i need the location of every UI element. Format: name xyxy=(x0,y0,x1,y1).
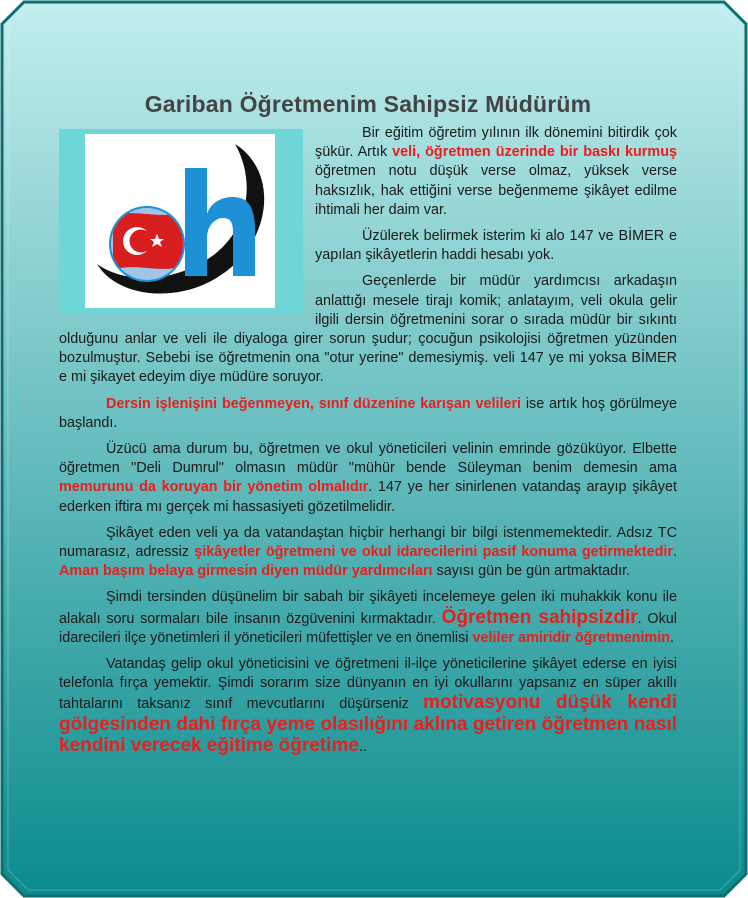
p4-highlight: Dersin işlenişini beğenmeyen, sınıf düzenine karışan velileri xyxy=(106,395,522,412)
p4-text: ise artık hoş görülmeye başlandı. xyxy=(59,395,677,431)
p8-highlight-big: motivasyonu düşük kendi gölgesinden dahi fırça yeme olasılığını aklına getiren öğretmen nasıl kendini verecek eğitime öğretime xyxy=(59,692,677,756)
paragraph-4 xyxy=(59,395,677,433)
p1-text: Bir eğitim öğretim yılının ilk dönemini bitirdik çok şükür. Artık xyxy=(315,125,677,161)
p6-text-end: sayısı gün be gün artmaktadır. xyxy=(432,563,631,580)
p8-text: Vatandaş gelip okul yöneticisini ve öğretmeni il-ilçe yöneticilerine şikâyet ederse en iyisi telefonla fırça yemektir. Şimdi sorarım size dünyanın en iyi okullarını yapsanız en süper akıllı tahtalarını taksanız sınıf mevcutlarını düşürseniz xyxy=(59,656,677,713)
paragraph-6 xyxy=(59,524,677,582)
logo-frame xyxy=(59,129,303,313)
p7-highlight-big: Öğretmen sahipsizdir xyxy=(441,606,638,628)
p5-text-end: . 147 ye her sinirlenen vatandaş arayıp şikâyet ederken iftira mı gerçek mi hassasiyeti gözetilmelidir. xyxy=(59,479,677,515)
p7-highlight: veliler amiridir öğretmenimin xyxy=(472,629,671,646)
p8-text-end: .. xyxy=(358,738,367,755)
paragraph-5 xyxy=(59,440,677,517)
p5-highlight: memurunu da koruyan bir yönetim olmalıdır xyxy=(59,479,369,496)
article-title: Gariban Öğretmenim Sahipsiz Müdürüm xyxy=(144,91,592,117)
dh-logo-icon xyxy=(85,134,275,308)
p6-text: Şikâyet eden veli ya da vatandaştan hiçbir herhangi bir bilgi istenmemektedir. Adsız TC numarasız, adressiz xyxy=(59,524,677,561)
paragraph-3: Geçenlerde bir müdür yardımcısı arkadaşın anlattığı mesele tirajı komik; anlatayım, veli okula gelir ilgili dersin öğretmenini sorar o sırada müdür bir sıkıntı olduğunu anlar ve veli ile diyaloga girer sorun şudur; çocuğun psikolojisi öğretmen yüzünden bozulmuştur. Sebebi ise öğretmenin ona "otur yerine" demesiymiş. veli 147 ye mi yoksa BİMER e mi şikayet edeyim diye müdüre soruyor. xyxy=(59,273,677,386)
logo-panel xyxy=(85,134,275,308)
p1-text-end: öğretmen notu düşük verse olmaz, yüksek verse haksızlık, hak ettiğini verse beğenmeme şikâyet edilme ihtimali her daim var. xyxy=(315,163,677,218)
p1-highlight: veli, öğretmen üzerinde bir baskı kurmuş xyxy=(392,144,677,161)
p7-text-end: . xyxy=(670,629,675,646)
p6-highlight-2: Aman başım belaya girmesin diyen müdür yardımcıları xyxy=(59,563,433,580)
paragraph-2: Üzülerek belirmek isterim ki alo 147 ve BİMER e yapılan şikâyetlerin haddi hesabı yok. xyxy=(315,228,677,264)
p7-text: Şimdi tersinden düşünelim bir sabah bir şikâyeti incelemeye gelen iki muhakkik konu ile alakalı soru sormaları bile insanın özgüvenini kırmaktadır. xyxy=(59,589,677,627)
p6-highlight-1: şikâyetler öğretmeni ve okul idarecilerini pasif konuma getirmektedir xyxy=(194,544,673,561)
article-content xyxy=(59,90,677,764)
p6-sep: . xyxy=(673,544,677,561)
p7-text-mid: . Okul idarecileri ilçe yönetimleri il yöneticileri müfettişler ve en önemlisi xyxy=(59,610,677,646)
paragraph-7 xyxy=(59,588,677,648)
p5-text: Üzücü ama durum bu, öğretmen ve okul yöneticileri velinin emrinde gözüküyor. Elbette öğretmen "Deli Dumrul" olmasın müdür "mühür bende Süleyman benim demesin ama xyxy=(59,441,677,477)
paragraph-8 xyxy=(59,655,677,757)
